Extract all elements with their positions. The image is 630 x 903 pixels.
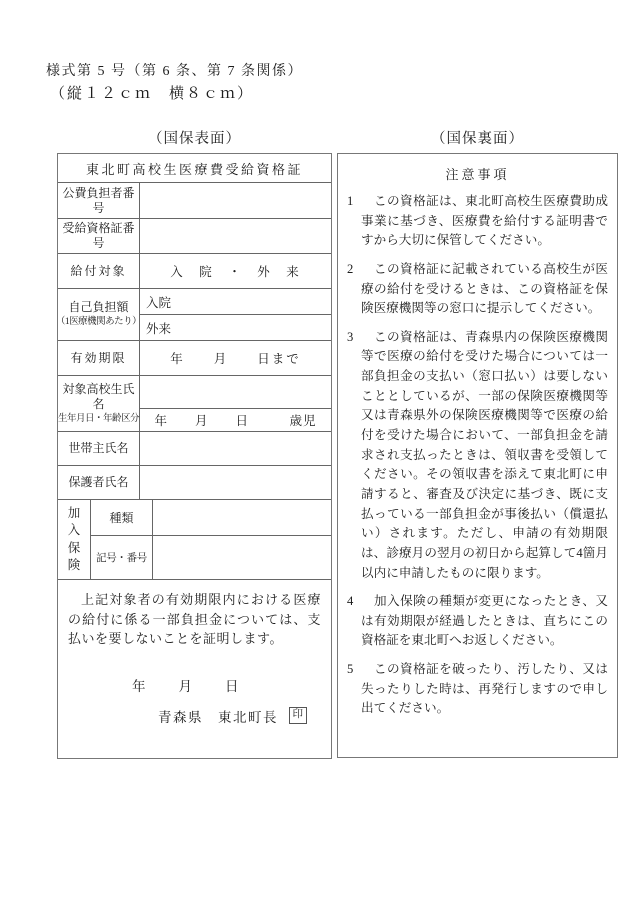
certificate-number-label: 受給資格証番号 (58, 219, 140, 253)
payer-number-value (140, 183, 331, 218)
validity-row (58, 341, 331, 376)
copay-row (55, 289, 331, 341)
note-number: 4 (347, 594, 354, 609)
insurance-symbol-row (91, 536, 331, 579)
note-item-4 (347, 592, 608, 651)
birthdate-value: 年 月 日 歳児 (154, 414, 317, 429)
note-text: この資格証は、青森県内の保険医療機関等で医療の給付を受けた場合については一部負担金の支払い（窓口払い）は要しないこととしているが、一部の保険医療機関等又は青森県外の保険医療機関等で医療の給付を受けた場合において、一部負担金を請求され支払ったときは、領収書を受領してください。その領収書を添えて東北町に申請すると、審査及び決定に基づき、既に支払っている一部負担金が事後払い（償還払い）されます。ただし、申請の有効期限は、診療月の翌月の初日から起算して4箇月以内に申請したものに限ります。 (361, 329, 608, 580)
copay-outpatient-row (140, 315, 331, 340)
note-item-5 (347, 660, 608, 719)
certification-area (58, 580, 331, 758)
seal-mark: 印 (289, 707, 308, 724)
issue-date: 年 月 日 (132, 678, 241, 694)
note-text: 加入保険の種類が変更になったとき、又は有効期限が経過したときは、直ちにこの資格証を東北町へお返しください。 (361, 594, 608, 648)
front-card (57, 153, 332, 759)
student-row (58, 376, 331, 432)
householder-label: 世帯主氏名 (58, 432, 140, 465)
copay-label-sub: （1医療機関あたり） (55, 317, 142, 328)
validity-value: 年 月 日まで (170, 352, 301, 366)
note-text: この資格証に記載されている高校生が医療の給付を受けるときは、この資格証を保険医療機関等の窓口に提示してください。 (361, 261, 608, 316)
note-item-2 (347, 260, 608, 319)
insurance-type-row (91, 500, 331, 536)
back-caption: （国保裏面） (431, 131, 524, 147)
insurance-row (58, 500, 331, 580)
payer-number-row (58, 183, 331, 219)
benefit-target-row (58, 254, 331, 289)
guardian-value (140, 466, 331, 499)
copay-inpatient-label: 入院 (146, 295, 172, 310)
student-labels (58, 376, 140, 431)
note-number: 1 (347, 194, 354, 208)
insurance-type-label: 種類 (91, 500, 153, 535)
student-name-label: 対象高校生氏名 (62, 381, 135, 411)
validity-label: 有効期限 (58, 341, 140, 375)
note-number: 3 (347, 329, 354, 344)
benefit-target-value: 入 院 ・ 外 来 (170, 265, 301, 279)
form-number: 様式第 5 号（第 6 条、第 7 条関係） (46, 64, 303, 79)
back-card (337, 153, 618, 758)
copay-outpatient-label: 外来 (146, 321, 172, 336)
guardian-row (58, 466, 331, 500)
householder-value (140, 432, 331, 465)
payer-number-label: 公費負担者番号 (58, 183, 140, 218)
note-text: この資格証は、東北町高校生医療費助成事業に基づき、医療費を給付する証明書ですから大切に保管してください。 (361, 194, 608, 248)
copay-label (55, 289, 142, 340)
copay-inpatient-row (140, 289, 331, 315)
guardian-label: 保護者氏名 (58, 466, 140, 499)
certificate-number-value (140, 219, 331, 253)
certificate-number-row (58, 219, 331, 254)
notes-title: 注意事項 (445, 167, 510, 182)
note-text: この資格証を破ったり、汚したり、又は失ったりした時は、再発行しますので申し出てください。 (361, 662, 608, 716)
insurance-symbol-label: 記号・番号 (91, 536, 153, 579)
issuer-line (68, 706, 321, 726)
note-number: 5 (347, 662, 354, 677)
note-number: 2 (347, 261, 354, 276)
copay-label-main: 自己負担額 (68, 300, 129, 315)
size-note: （縦１２ｃｍ 横８ｃｍ） (50, 86, 255, 102)
certification-statement: 上記対象者の有効期限内における医療の給付に係る一部負担金については、支払いを要しないことを証明します。 (68, 592, 321, 646)
note-item-3 (347, 328, 608, 583)
front-caption: （国保表面） (148, 131, 241, 147)
benefit-target-label: 給付対象 (58, 254, 140, 288)
insurance-label: 加入保険 (58, 500, 91, 579)
householder-row (58, 432, 331, 466)
issuer-name: 青森県 東北町長 (158, 709, 278, 725)
note-item-1 (347, 192, 608, 251)
card-title: 東北町高校生医療費受給資格証 (58, 154, 331, 183)
birthdate-label: 生年月日・年齢区分 (58, 413, 140, 424)
student-name-value (140, 376, 331, 409)
